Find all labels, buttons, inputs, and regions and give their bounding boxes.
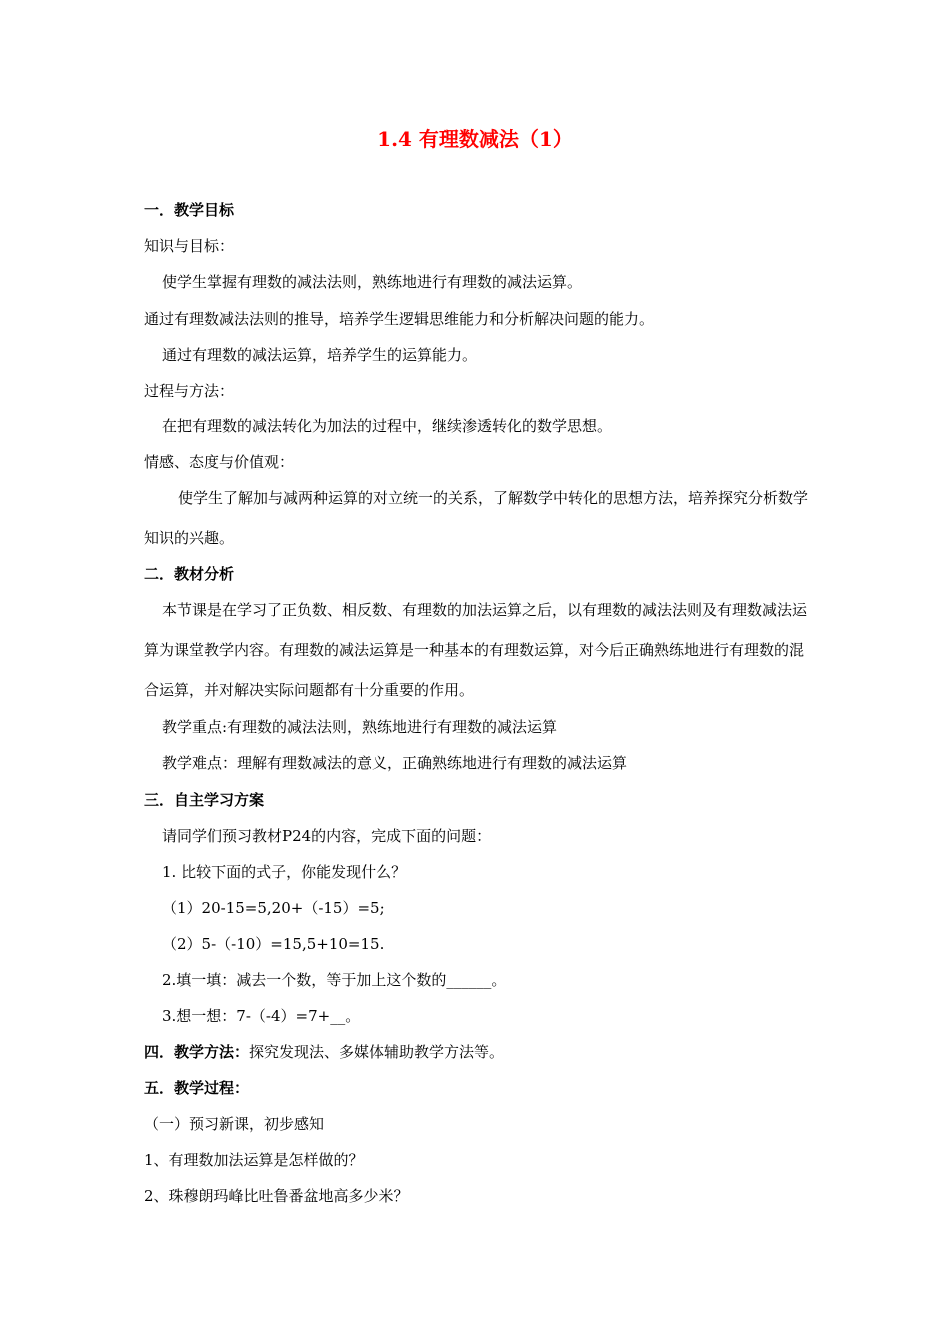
section-5-heading: 五．教学过程： bbox=[144, 1079, 250, 1097]
process-item-2-question: 2、珠穆朗玛峰比吐鲁番盆地高多少米？ bbox=[144, 1187, 409, 1205]
question-1b: （2）5-（-10）=15,5+10=15. bbox=[162, 935, 385, 953]
question-3: 3.想一想：7-（-4）=7+__。 bbox=[162, 1007, 361, 1025]
process-item-1-question: 1、有理数加法运算是怎样做的？ bbox=[144, 1151, 364, 1169]
teaching-method-text: 探究发现法、多媒体辅助教学方法等。 bbox=[249, 1043, 505, 1061]
self-study-intro: 请同学们预习教材P24的内容，完成下面的问题： bbox=[162, 827, 492, 845]
section-2-heading: 二．教材分析 bbox=[144, 565, 235, 583]
document-title: 1.4 有理数减法（1） bbox=[377, 127, 573, 151]
section-1-heading: 一．教学目标 bbox=[144, 201, 235, 219]
section-3-heading: 三．自主学习方案 bbox=[144, 791, 265, 809]
knowledge-item-1: 使学生掌握有理数的减法法则，熟练地进行有理数的减法运算。 bbox=[162, 273, 583, 291]
knowledge-item-3: 通过有理数的减法运算，培养学生的运算能力。 bbox=[162, 346, 478, 364]
material-analysis-paragraph: 本节课是在学习了正负数、相反数、有理数的加法运算之后，以有理数的减法法则及有理数减法运算为课堂教学内容。有理数的减法运算是一种基本的有理数运算，对今后正确熟练地进行有理数的混合运算，并对解决实际问题都有十分重要的作用。 bbox=[144, 601, 808, 699]
process-label: 过程与方法： bbox=[144, 382, 235, 400]
emotion-label: 情感、态度与价值观： bbox=[144, 453, 295, 471]
section-4-heading: 四．教学方法： bbox=[144, 1043, 250, 1061]
question-1: 1. 比较下面的式子，你能发现什么？ bbox=[162, 863, 407, 881]
question-1a: （1）20-15=5,20+（-15）=5; bbox=[162, 899, 385, 917]
question-2: 2.填一填：减去一个数，等于加上这个数的______。 bbox=[162, 971, 507, 989]
section-4-line bbox=[144, 1042, 504, 1062]
knowledge-item-2: 通过有理数减法法则的推导，培养学生逻辑思维能力和分析解决问题的能力。 bbox=[144, 310, 655, 328]
difficulty-point: 教学难点：理解有理数减法的意义，正确熟练地进行有理数的减法运算 bbox=[162, 754, 628, 772]
emotion-paragraph: 使学生了解加与减两种运算的对立统一的关系，了解数学中转化的思想方法，培养探究分析数学知识的兴趣。 bbox=[144, 489, 809, 547]
process-item-1: 在把有理数的减法转化为加法的过程中，继续渗透转化的数学思想。 bbox=[162, 417, 613, 435]
process-subsection-1: （一）预习新课，初步感知 bbox=[144, 1115, 325, 1133]
key-point: 教学重点:有理数的减法法则，熟练地进行有理数的减法运算 bbox=[162, 718, 558, 736]
knowledge-label: 知识与目标： bbox=[144, 237, 235, 255]
